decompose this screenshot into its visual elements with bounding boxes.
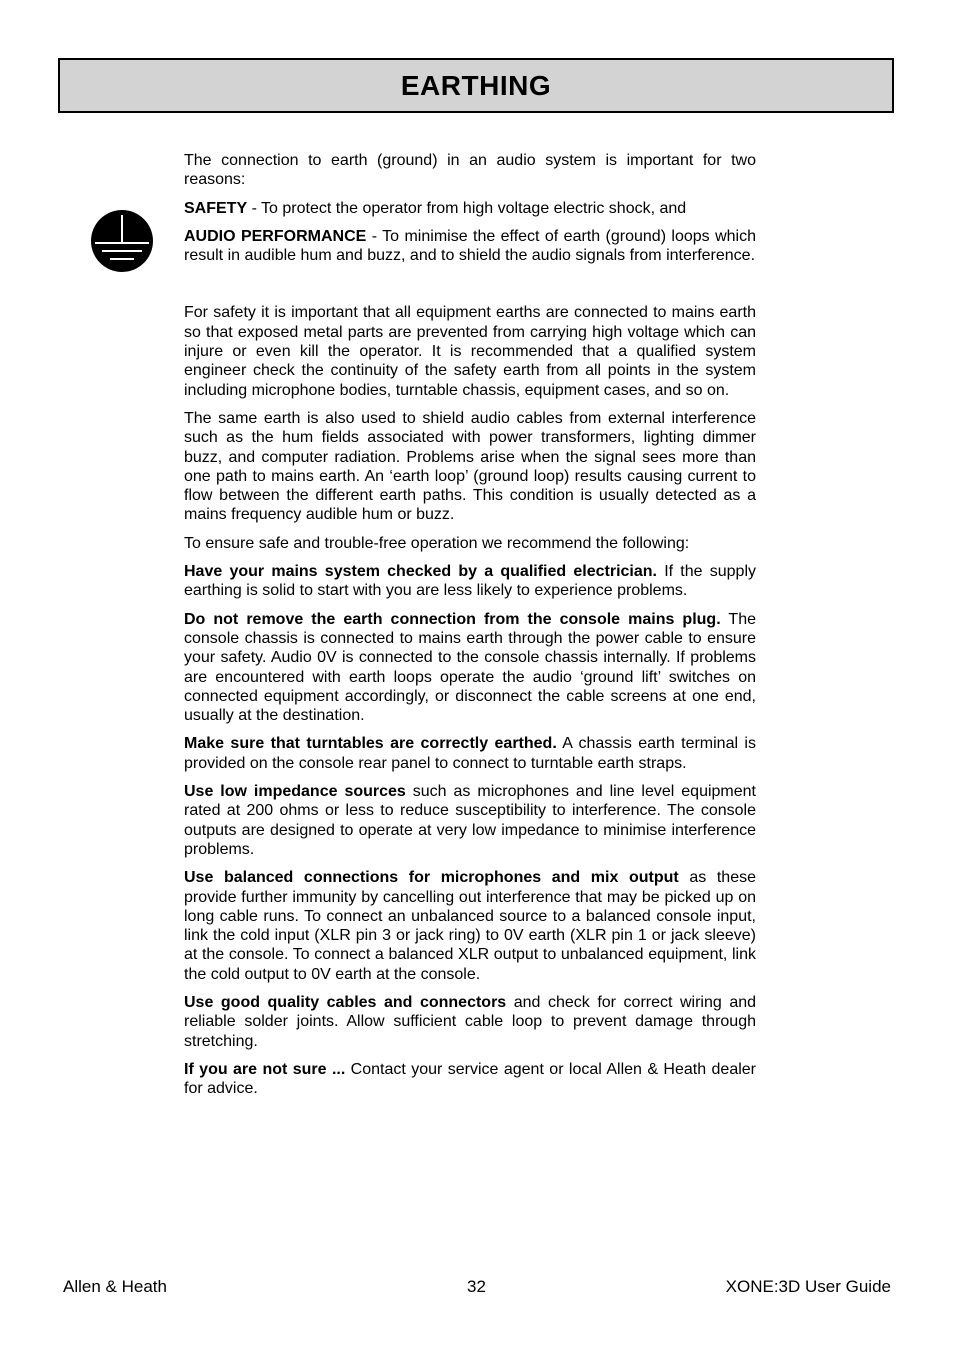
reason-text: - To protect the operator from high voltage electric shock, and: [247, 199, 687, 217]
recommendation-item: [184, 993, 756, 1051]
footer-guide-title: XONE:3D User Guide: [725, 1277, 891, 1296]
page-title: EARTHING: [400, 69, 552, 101]
recommendation-lead: If you are not sure ...: [184, 1060, 346, 1078]
reason-text: - To minimise the effect of earth (ground) loops which result in audible hum and buzz, and to shield the audio signals from interference.: [184, 227, 756, 265]
recommendation-text: such as microphones and line level equipment rated at 200 ohms or less to reduce susceptibility to interference. The console outputs are designed to operate at very low impedance to minimise interference problems.: [184, 783, 757, 858]
reason-audio-performance: [184, 227, 756, 266]
reason-safety: [184, 199, 756, 218]
recommendation-item: [184, 610, 756, 726]
recommendation-item: [184, 1060, 756, 1099]
paragraph-shielding: The same earth is also used to shield audio cables from external interference such as the hum fields associated with power transformers, lighting dimmer buzz, and computer radiation. Problems arise when the signal sees more than one path to mains earth. An ‘earth loop’ (ground loop) results causing current to flow between the different earth paths. This condition is usually detected as a mains frequency audible hum or buzz.: [184, 409, 756, 524]
recommendation-lead: Use good quality cables and connectors: [184, 993, 507, 1011]
paragraph-safety: For safety it is important that all equipment earths are connected to mains earth so that exposed metal parts are prevented from carrying high voltage which can injure or even kill the operator. It is recommended that a qualified system engineer check the continuity of the safety earth from all points in the system including microphone bodies, turntable chassis, equipment cases, and so on.: [184, 304, 756, 399]
intro-paragraph: The connection to earth (ground) in an audio system is important for two reasons:: [184, 152, 756, 189]
recommendation-lead: Do not remove the earth connection from the console mains plug.: [184, 610, 721, 628]
body-text: [184, 151, 756, 1107]
recommendation-lead: Make sure that turntables are correctly earthed.: [184, 735, 557, 753]
footer-company: Allen & Heath: [63, 1277, 167, 1296]
recommendation-text: A chassis earth terminal is provided on the console rear panel to connect to turntable earth straps.: [184, 735, 756, 772]
recommendation-text: Contact your service agent or local Allen & Heath dealer for advice.: [184, 1060, 756, 1098]
footer-page-number: 32: [467, 1277, 486, 1296]
paragraph-recommend-intro: To ensure safe and trouble-free operation we recommend the following:: [184, 534, 690, 552]
recommendation-item: [184, 562, 756, 601]
recommendation-lead: Use low impedance sources: [184, 783, 406, 801]
recommendation-text: as these provide further immunity by cancelling out interference that may be picked up on long cable runs. To connect an unbalanced source to a balanced console input, link the cold input (XLR pin 3 or jack ring) to 0V earth (XLR pin 1 or jack sleeve) at the console. To connect a balanced XLR output to unbalanced equipment, link the cold output to 0V earth at the console.: [184, 869, 756, 983]
recommendation-lead: Have your mains system checked by a qualified electrician.: [184, 563, 657, 581]
recommendation-item: [184, 868, 756, 984]
recommendation-text: The console chassis is connected to mains earth through the power cable to ensure your safety. Audio 0V is connected to the console chassis internally. If problems are encountered with earth loops operate the audio ‘ground lift’ switches on connected equipment accordingly, or disconnect the cable screens at one end, usually at the destination.: [184, 610, 756, 725]
reason-lead: AUDIO PERFORMANCE: [184, 227, 367, 245]
reason-lead: SAFETY: [184, 199, 248, 217]
earth-ground-icon: [90, 209, 154, 273]
title-banner: [58, 58, 894, 113]
recommendation-item: [184, 734, 756, 773]
recommendation-text: and check for correct wiring and reliable solder joints. Allow sufficient cable loop to prevent damage through stretching.: [184, 993, 757, 1050]
recommendation-item: [184, 782, 756, 859]
recommendation-text: If the supply earthing is solid to start with you are less likely to experience problems.: [184, 563, 756, 600]
recommendation-lead: Use balanced connections for microphones and mix output: [184, 869, 679, 887]
